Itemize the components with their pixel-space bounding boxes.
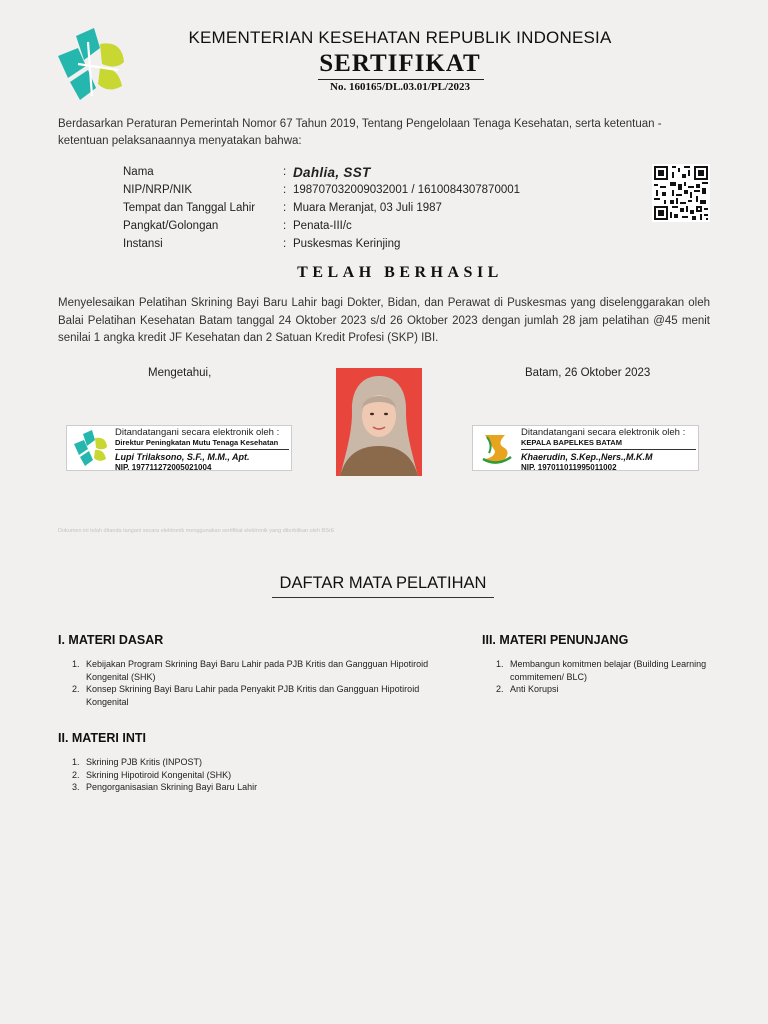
qr-code-icon — [652, 164, 710, 222]
signature-box-bapelkes — [472, 425, 699, 471]
signer-role: Direktur Peningkatan Mutu Tenaga Kesehatan — [115, 438, 289, 450]
bapelkes-logo — [477, 429, 517, 467]
signature-caption: Ditandatangani secara elektronik oleh : — [115, 427, 280, 438]
identity-row-name: Nama : Dahlia, SST — [123, 164, 371, 180]
list-item: 1. Skrining PJB Kritis (INPOST) — [72, 757, 203, 767]
list-item: 3. Pengorganisasian Skrining Bayi Baru Lahir — [72, 782, 258, 792]
supporting-material-list — [496, 658, 711, 696]
title-underline — [318, 79, 484, 80]
core-material-list — [72, 756, 462, 794]
list-item: 2. Anti Korupsi — [496, 684, 559, 694]
identity-value: Muara Meranjat, 03 Juli 1987 — [293, 202, 442, 214]
signature-caption: Ditandatangani secara elektronik oleh : — [521, 427, 686, 438]
course-list-title: DAFTAR MATA PELATIHAN — [279, 574, 487, 592]
signer-name: Lupi Trilaksono, S.F., M.M., Apt. — [115, 452, 250, 462]
basic-material-list — [72, 658, 462, 708]
signer-nip: NIP. 197011011995011002 — [521, 463, 617, 472]
identity-value: Puskesmas Kerinjing — [293, 238, 401, 250]
list-item: 2. Konsep Skrining Bayi Baru Lahir pada Penyakit PJB Kritis dan Gangguan Hipotiroid Kongenital — [72, 684, 420, 707]
section-heading-supporting: III. MATERI PENUNJANG — [482, 633, 629, 647]
identity-row-birth: Tempat dan Tanggal Lahir : Muara Meranjat, 03 Juli 1987 — [123, 202, 442, 214]
signer-nip: NIP. 197711272005021004 — [115, 463, 212, 472]
identity-label: Pangkat/Golongan — [123, 220, 219, 232]
signature-texts — [521, 427, 696, 472]
section-heading-core: II. MATERI INTI — [58, 731, 146, 745]
signer-role: KEPALA BAPELKES BATAM — [521, 438, 696, 450]
signer-name: Khaerudin, S.Kep.,Ners.,M.K.M — [521, 452, 653, 462]
identity-row-nip: NIP/NRP/NIK : 198707032009032001 / 1610084307870001 — [123, 184, 521, 196]
list-item: 1. Membangun komitmen belajar (Building Learning commitemen/ BLC) — [496, 659, 707, 682]
participant-photo — [336, 368, 422, 476]
kemenkes-logo — [56, 26, 128, 102]
training-description: Menyelesaikan Pelatihan Skrining Bayi Baru Lahir bagi Dokter, Bidan, dan Perawat di Puskesmas yang diselenggarakan oleh Balai Pelatihan Kesehatan Batam tanggal 24 Oktober 2023 s/d 26 Oktober 2023 dengan jumlah 28 jam pelatihan @45 menit senilai 1 angka kredit JF Kesehatan dan 2 Satuan Kredit Profesi (SKP) IBI. — [58, 297, 710, 344]
ministry-name: KEMENTERIAN KESEHATAN REPUBLIK INDONESIA — [188, 28, 612, 47]
recipient-name: Dahlia, SST — [293, 164, 371, 180]
list-item: 2. Skrining Hipotiroid Kongenital (SHK) — [72, 769, 232, 780]
identity-label: NIP/NRP/NIK — [123, 184, 193, 196]
list-item: 1. Kebijakan Program Skrining Bayi Baru Lahir pada PJB Kritis dan Gangguan Hipotiroid Kongenital (SHK) — [72, 659, 429, 682]
identity-label: Tempat dan Tanggal Lahir — [123, 202, 256, 214]
identity-row-rank: Pangkat/Golongan : Penata-III/c — [123, 220, 352, 232]
section-heading-basic: I. MATERI DASAR — [58, 633, 164, 647]
course-list-underline — [272, 597, 494, 598]
identity-table — [123, 163, 520, 253]
identity-label: Instansi — [123, 238, 163, 250]
identity-value: 198707032009032001 / 1610084307870001 — [293, 184, 521, 196]
identity-value: Penata-III/c — [293, 220, 352, 232]
e-signature-disclaimer: Dokumen ini telah ditanda tangani secara elektronik menggunakan sertifikat elektronik yang diterbitkan oleh BSrE — [58, 528, 335, 534]
kemenkes-logo-small — [71, 429, 111, 467]
acknowledged-label: Mengetahui, — [148, 367, 212, 379]
identity-label: Nama — [123, 166, 154, 178]
identity-row-institution: Instansi : Puskesmas Kerinjing — [123, 238, 401, 250]
certificate-number: No. 160165/DL.03.01/PL/2023 — [330, 81, 470, 93]
success-heading: TELAH BERHASIL — [297, 264, 503, 281]
signature-texts — [115, 427, 289, 472]
place-date: Batam, 26 Oktober 2023 — [525, 367, 651, 379]
signature-box-director — [66, 425, 292, 471]
intro-text: Berdasarkan Peraturan Pemerintah Nomor 67 Tahun 2019, Tentang Pengelolaan Tenaga Kesehatan, serta ketentuan - ketentuan pelaksanaannya menyatakan bahwa: — [58, 118, 662, 147]
certificate-title: SERTIFIKAT — [319, 50, 481, 77]
